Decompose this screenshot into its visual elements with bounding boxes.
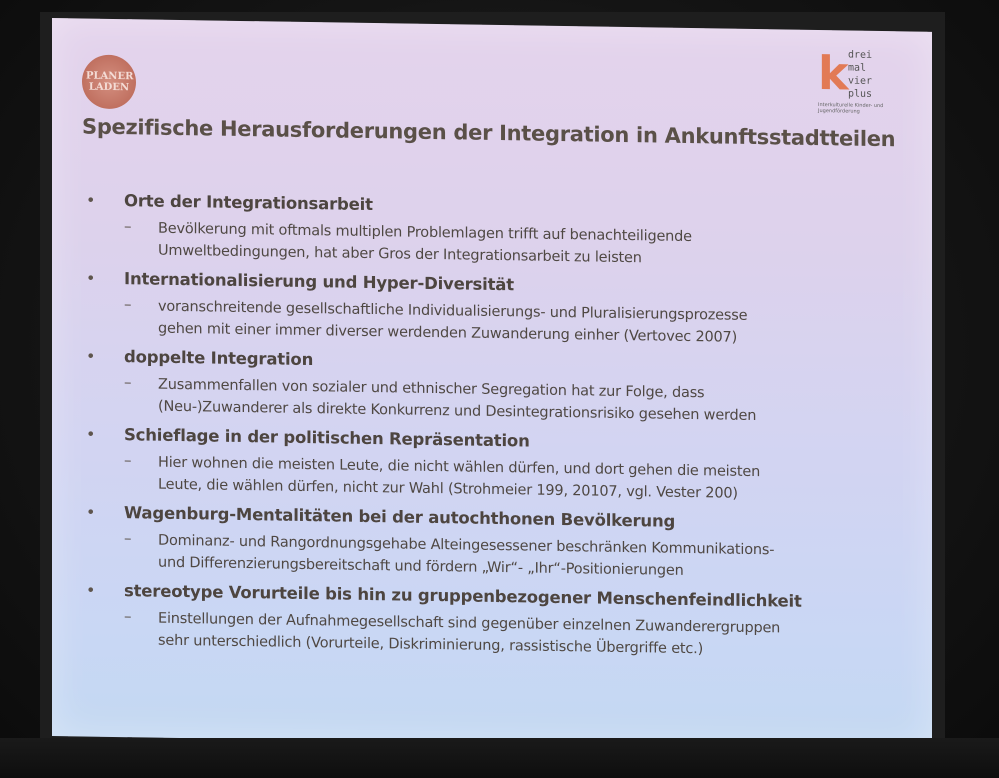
sub-line: Hier wohnen die meisten Leute, die nicht wählen dürfen, und dort gehen die meisten <box>158 454 761 481</box>
logo-right-words <box>848 49 872 101</box>
logo-right-tagline: Interkulturelle Kinder- und Jugendförderung <box>818 102 884 115</box>
sub-item <box>82 372 902 429</box>
logo-word-4: plus <box>848 88 873 100</box>
sub-line: sehr unterschiedlich (Vorurteile, Diskriminierung, rassistische Übergriffe etc.) <box>158 632 704 658</box>
logo-left-line2: LADEN <box>88 81 130 94</box>
bullet-list <box>82 188 902 669</box>
bullet-icon: • <box>86 268 96 288</box>
slide-title: Spezifische Herausforderungen der Integration in Ankunftsstadtteilen <box>82 114 896 152</box>
sub-line: Zusammenfallen von sozialer und ethnischer Segregation hat zur Folge, dass <box>158 376 705 402</box>
projection-screen <box>52 18 932 750</box>
logo-left-line1: PLANER <box>86 70 134 83</box>
dash-icon: – <box>124 529 132 548</box>
k-logo-icon: k <box>818 46 849 101</box>
sub-line: gehen mit einer immer diverser werdenden Zuwanderung einher (Vertovec 2007) <box>158 320 738 346</box>
bullet-item <box>82 578 902 663</box>
bullet-item <box>82 266 902 351</box>
bullet-item <box>82 500 902 585</box>
bullet-icon: • <box>86 502 96 522</box>
sub-line: Umweltbedingungen, hat aber Gros der Integrationsarbeit zu leisten <box>158 242 642 267</box>
sub-item <box>82 528 902 585</box>
bullet-icon: • <box>86 346 96 366</box>
sub-line: (Neu-)Zuwanderer als direkte Konkurrenz und Desintegrationsrisiko gesehen werden <box>158 398 757 425</box>
planerladen-logo-text <box>86 71 132 94</box>
sub-item <box>82 606 902 663</box>
logo-word-3: vier <box>848 75 873 87</box>
bullet-heading: doppelte Integration <box>124 347 314 370</box>
bullet-heading: Schieflage in der politischen Repräsentation <box>124 425 530 451</box>
sub-item <box>82 294 902 351</box>
sub-item <box>82 450 902 507</box>
sub-line: Einstellungen der Aufnahmegesellschaft sind gegenüber einzelnen Zuwanderergruppen <box>158 610 781 637</box>
bullet-item <box>82 344 902 429</box>
bullet-icon: • <box>86 190 96 210</box>
bullet-icon: • <box>86 580 96 600</box>
bullet-heading: Internationalisierung und Hyper-Diversität <box>124 269 514 295</box>
logo-word-2: mal <box>848 62 867 74</box>
dreimalvierplus-logo <box>818 48 898 115</box>
dash-icon: – <box>124 217 132 236</box>
logo-word-1: drei <box>848 49 873 61</box>
sub-line: Bevölkerung mit oftmals multiplen Problemlagen trifft auf benachteiligende <box>158 220 692 246</box>
sub-line: Leute, die wählen dürfen, nicht zur Wahl (Strohmeier 199, 20107, vgl. Vester 200) <box>158 476 738 502</box>
bullet-heading: stereotype Vorurteile bis hin zu gruppenbezogener Menschenfeindlichkeit <box>124 581 802 611</box>
sub-item <box>82 216 902 273</box>
dash-icon: – <box>124 295 132 314</box>
sub-line: und Differenzierungsbereitschaft und fördern „Wir“- „Ihr“-Positionierungen <box>158 554 684 579</box>
room-floor <box>0 738 999 778</box>
bullet-item <box>82 422 902 507</box>
sub-line: Dominanz- und Rangordnungsgehabe Alteingesessener beschränken Kommunikations- <box>158 532 775 559</box>
bullet-heading: Orte der Integrationsarbeit <box>124 191 373 215</box>
bullet-icon: • <box>86 424 96 444</box>
bullet-heading: Wagenburg-Mentalitäten bei der autochthonen Bevölkerung <box>124 503 676 531</box>
dash-icon: – <box>124 373 132 392</box>
bullet-item <box>82 188 902 273</box>
dash-icon: – <box>124 451 132 470</box>
sub-line: voranschreitende gesellschaftliche Individualisierungs- und Pluralisierungsprozesse <box>158 298 748 324</box>
dash-icon: – <box>124 607 132 626</box>
